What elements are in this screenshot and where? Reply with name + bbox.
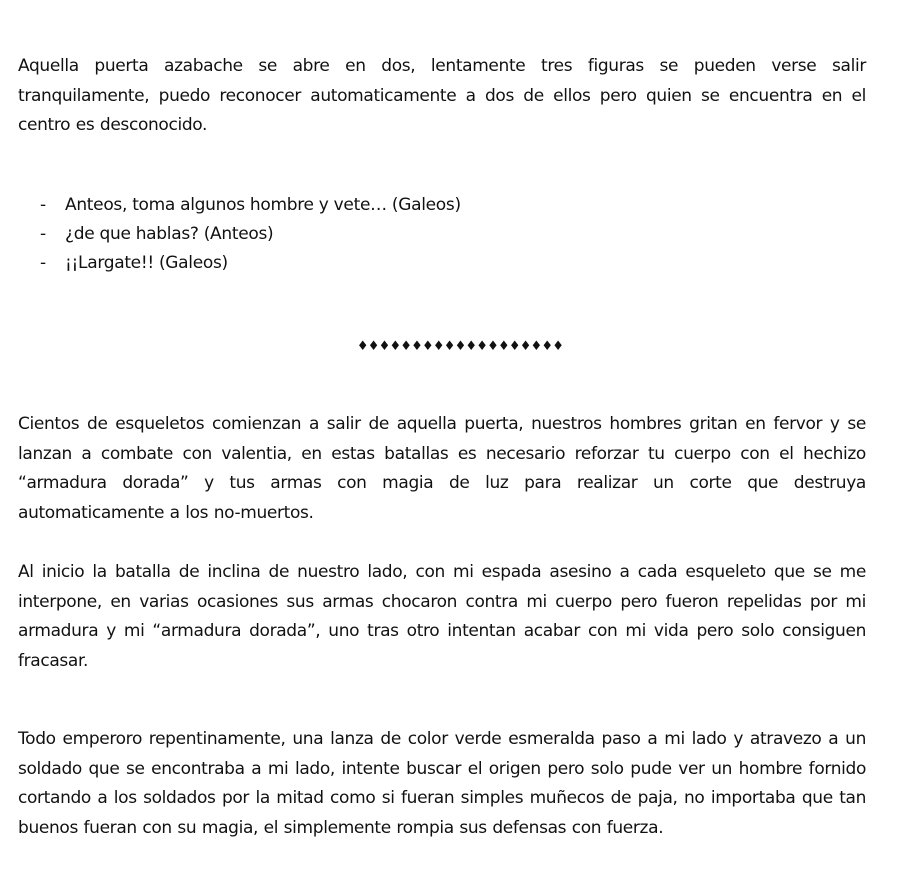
dialogue-line (40, 191, 461, 220)
dialogue-line (40, 249, 461, 278)
dialogue-text: Anteos, toma algunos hombre y vete… (Galeos) (65, 195, 461, 215)
dialogue-line (40, 220, 461, 249)
dialogue-list (40, 191, 461, 278)
dialogue-dash: - (40, 253, 46, 273)
section-separator: ♦♦♦♦♦♦♦♦♦♦♦♦♦♦♦♦♦♦♦ (356, 339, 564, 354)
paragraph-battle-start: Cientos de esqueletos comienzan a salir de aquella puerta, nuestros hombres gritan en fervor y se lanzan a combate con valentia, en estas batallas es necesario reforzar tu cuerpo con el hechizo “armadura dorada” y tus armas con magia de luz para realizar un corte que destruya automaticamente a los no-muertos. (18, 414, 866, 523)
paragraph-intro: Aquella puerta azabache se abre en dos, lentamente tres figuras se pueden verse salir tranquilamente, puedo reconocer automaticamente a dos de ellos pero quien se encuentra en el centro es desconocido. (18, 56, 866, 135)
dialogue-dash: - (40, 224, 46, 244)
dialogue-dash: - (40, 195, 46, 215)
dialogue-text: ¡¡Largate!! (Galeos) (65, 253, 228, 273)
dialogue-text: ¿de que hablas? (Anteos) (65, 224, 274, 244)
paragraph-battle-advantage: Al inicio la batalla de inclina de nuestro lado, con mi espada asesino a cada esqueleto que se me interpone, en varias ocasiones sus armas chocaron contra mi cuerpo pero fueron repelidas por mi armadura y mi “armadura dorada”, uno tras otro intentan acabar con mi vida pero solo consiguen fracasar. (18, 562, 866, 671)
paragraph-turning-point: Todo emperoro repentinamente, una lanza de color verde esmeralda paso a mi lado y atravezo a un soldado que se encontraba a mi lado, intente buscar el origen pero solo pude ver un hombre fornido cortando a los soldados por la mitad como si fueran simples muñecos de paja, no importaba que tan buenos fueran con su magia, el simplemente rompia sus defensas con fuerza. (18, 729, 866, 838)
